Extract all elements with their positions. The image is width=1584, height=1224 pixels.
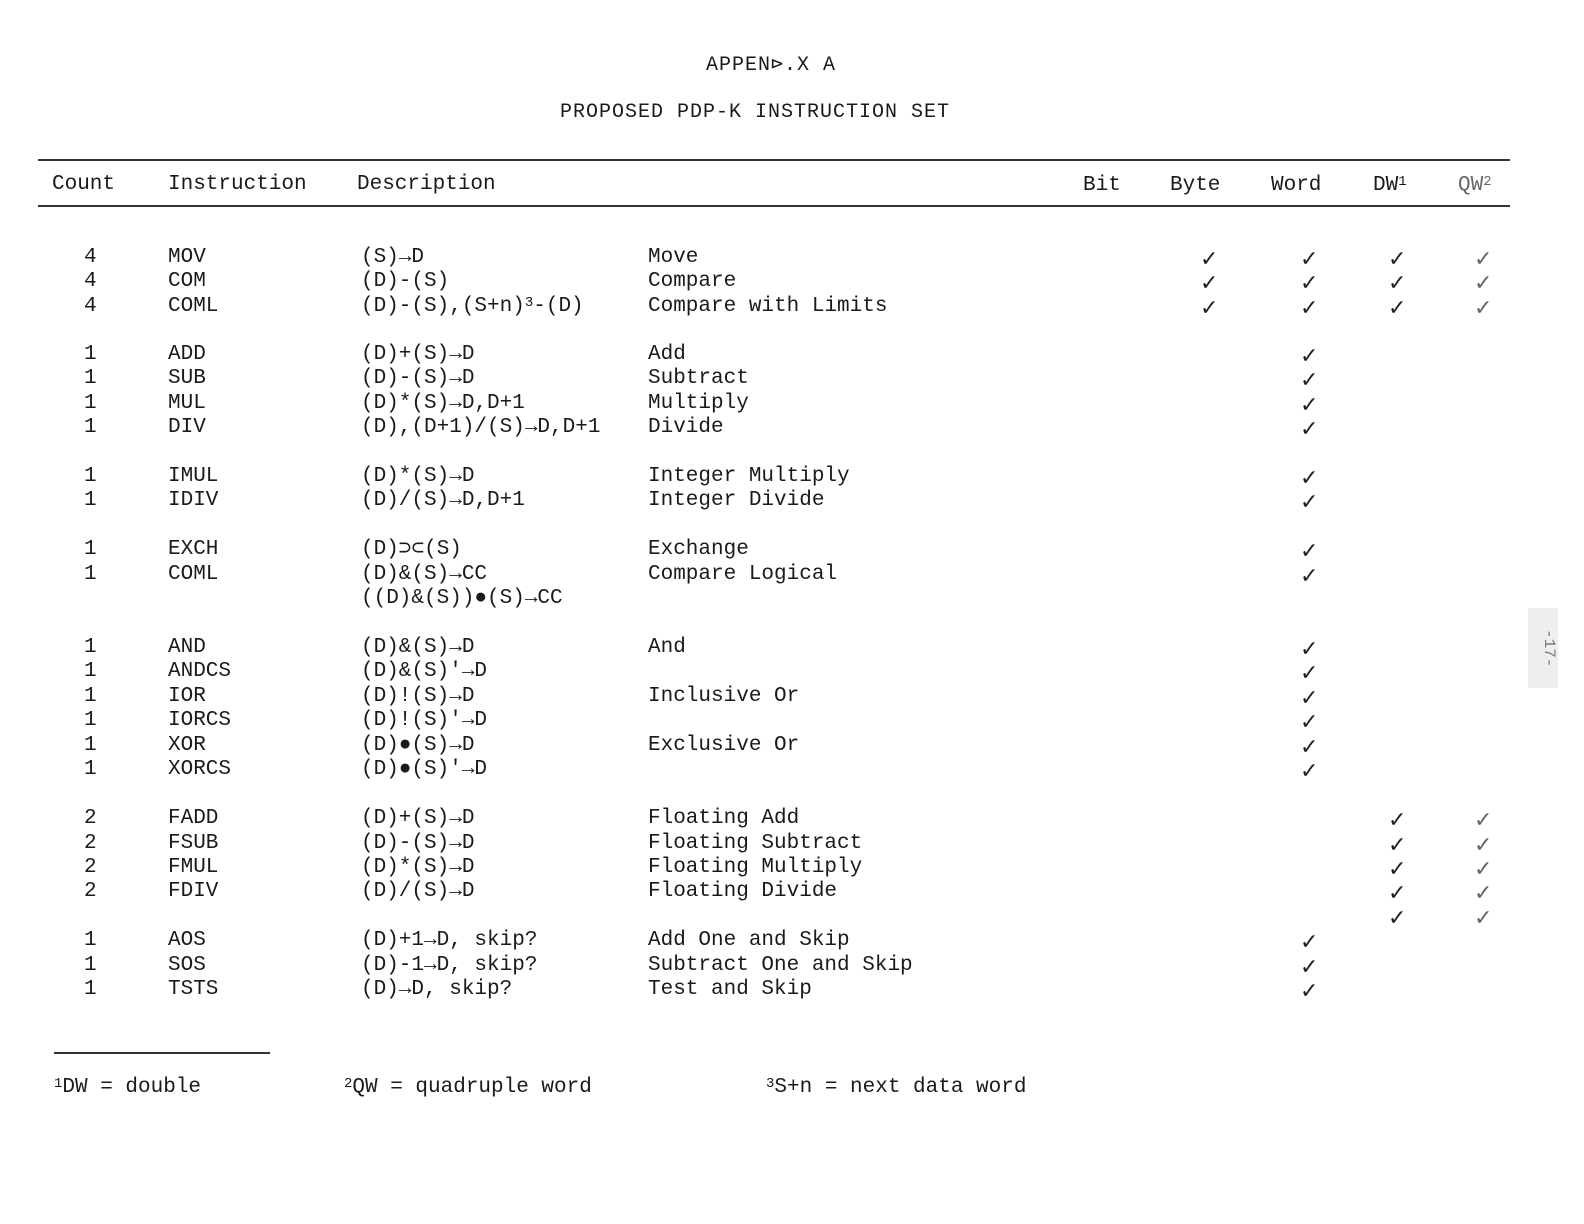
check-mark-word: ✓	[1300, 710, 1319, 735]
row-expression: (D)-1→D, skip?	[361, 954, 538, 977]
check-mark-word: ✓	[1300, 759, 1319, 784]
row-count: 1	[84, 954, 97, 977]
check-mark-qw: ✓	[1474, 833, 1493, 858]
check-mark-dw: ✓	[1388, 271, 1407, 296]
check-mark-dw: ✓	[1388, 296, 1407, 321]
row-description: Subtract	[648, 367, 749, 390]
row-count: 1	[84, 392, 97, 415]
check-mark-word: ✓	[1300, 271, 1319, 296]
check-mark-word: ✓	[1300, 466, 1319, 491]
row-instruction: ANDCS	[168, 660, 232, 683]
row-count: 2	[84, 807, 97, 830]
row-count: 1	[84, 489, 97, 512]
check-mark-word: ✓	[1300, 661, 1319, 686]
row-instruction: TSTS	[168, 978, 219, 1001]
row-instruction: SUB	[168, 367, 206, 390]
col-word: Word	[1271, 174, 1322, 197]
row-instruction: ADD	[168, 343, 206, 366]
row-expression: (D)+(S)→D	[361, 807, 475, 830]
check-mark-word: ✓	[1300, 564, 1319, 589]
check-mark-word: ✓	[1300, 344, 1319, 369]
check-mark-word: ✓	[1300, 735, 1319, 760]
row-expression: (D)&(S)'→D	[361, 660, 488, 683]
row-count: 1	[84, 367, 97, 390]
row-description: Divide	[648, 416, 724, 439]
appendix-heading: APPEN⊳.X A	[706, 54, 837, 77]
check-mark-word: ✓	[1300, 490, 1319, 515]
check-mark-word: ✓	[1300, 979, 1319, 1004]
row-description: Floating Subtract	[648, 832, 863, 855]
row-expression: (D)&(S)→CC	[361, 563, 488, 586]
footnote-2: $^2$QW = quadruple word	[344, 1076, 592, 1099]
check-mark-dw: ✓	[1388, 881, 1407, 906]
row-expression: (D)-(S)	[361, 270, 450, 293]
row-description: Subtract One and Skip	[648, 954, 913, 977]
check-mark-qw: ✓	[1474, 271, 1493, 296]
row-count: 1	[84, 734, 97, 757]
row-instruction: SOS	[168, 954, 206, 977]
row-description: Integer Multiply	[648, 465, 850, 488]
row-count: 1	[84, 538, 97, 561]
check-mark-word: ✓	[1300, 686, 1319, 711]
col-description: Description	[357, 173, 496, 196]
check-mark-word: ✓	[1300, 417, 1319, 442]
row-count: 1	[84, 758, 97, 781]
row-expression: (D),(D+1)/(S)→D,D+1	[361, 416, 601, 439]
row-description: Compare with Limits	[648, 295, 888, 318]
row-instruction: COML	[168, 563, 219, 586]
row-expression: (D)→D, skip?	[361, 978, 513, 1001]
row-description: Inclusive Or	[648, 685, 800, 708]
check-mark-qw: ✓	[1474, 857, 1493, 882]
row-expression: (D)*(S)→D,D+1	[361, 392, 525, 415]
row-instruction: DIV	[168, 416, 206, 439]
col-bit: Bit	[1083, 174, 1121, 197]
document-title: PROPOSED PDP-K INSTRUCTION SET	[560, 101, 951, 124]
row-instruction: COML	[168, 295, 219, 318]
check-mark-qw: ✓	[1474, 296, 1493, 321]
row-description: Add One and Skip	[648, 929, 850, 952]
row-instruction: EXCH	[168, 538, 219, 561]
row-count: 4	[84, 270, 97, 293]
row-count: 1	[84, 978, 97, 1001]
row-count: 4	[84, 246, 97, 269]
check-mark-dw: ✓	[1388, 906, 1407, 931]
check-mark-dw: ✓	[1388, 808, 1407, 833]
row-count: 2	[84, 832, 97, 855]
row-instruction: IOR	[168, 685, 206, 708]
row-expression: ((D)&(S))●(S)→CC	[361, 587, 563, 610]
row-count: 1	[84, 685, 97, 708]
row-instruction: IMUL	[168, 465, 219, 488]
row-expression: (D)+(S)→D	[361, 343, 475, 366]
row-instruction: IORCS	[168, 709, 232, 732]
row-count: 4	[84, 295, 97, 318]
row-instruction: MOV	[168, 246, 206, 269]
row-instruction: MUL	[168, 392, 206, 415]
row-instruction: FSUB	[168, 832, 219, 855]
row-instruction: AOS	[168, 929, 206, 952]
col-instruction: Instruction	[168, 173, 307, 196]
row-expression: (D)/(S)→D	[361, 880, 475, 903]
col-dw: $DW^1$	[1373, 174, 1407, 197]
row-instruction: IDIV	[168, 489, 219, 512]
row-expression: (D)●(S)→D	[361, 734, 475, 757]
check-mark-byte: ✓	[1200, 271, 1219, 296]
row-description: Test and Skip	[648, 978, 812, 1001]
row-description: Floating Divide	[648, 880, 838, 903]
check-mark-dw: ✓	[1388, 247, 1407, 272]
row-expression: (D)●(S)'→D	[361, 758, 488, 781]
row-description: Floating Multiply	[648, 856, 863, 879]
check-mark-qw: ✓	[1474, 247, 1493, 272]
row-expression: (D)*(S)→D	[361, 465, 475, 488]
row-description: Multiply	[648, 392, 749, 415]
check-mark-byte: ✓	[1200, 247, 1219, 272]
row-description: Compare Logical	[648, 563, 838, 586]
check-mark-word: ✓	[1300, 955, 1319, 980]
header-bottom-rule	[38, 205, 1510, 207]
check-mark-qw: ✓	[1474, 881, 1493, 906]
check-mark-word: ✓	[1300, 637, 1319, 662]
row-description: Exclusive Or	[648, 734, 800, 757]
row-count: 1	[84, 343, 97, 366]
row-description: Integer Divide	[648, 489, 825, 512]
row-instruction: COM	[168, 270, 206, 293]
row-instruction: FMUL	[168, 856, 219, 879]
row-expression: (D)-(S)→D	[361, 367, 475, 390]
check-mark-word: ✓	[1300, 393, 1319, 418]
check-mark-word: ✓	[1300, 368, 1319, 393]
row-instruction: FDIV	[168, 880, 219, 903]
row-expression: (D)/(S)→D,D+1	[361, 489, 525, 512]
check-mark-word: ✓	[1300, 930, 1319, 955]
footnote-1: $^1$DW = double	[54, 1076, 202, 1099]
col-qw: $QW^2$	[1458, 174, 1492, 197]
row-description: Exchange	[648, 538, 749, 561]
footnote-rule	[54, 1052, 270, 1054]
check-mark-dw: ✓	[1388, 833, 1407, 858]
row-description: Floating Add	[648, 807, 800, 830]
check-mark-word: ✓	[1300, 539, 1319, 564]
check-mark-qw: ✓	[1474, 906, 1493, 931]
row-expression: $(D)-(S),(S+n)^3-(D)$	[361, 295, 584, 318]
check-mark-word: ✓	[1300, 296, 1319, 321]
row-expression: (D)&(S)→D	[361, 636, 475, 659]
check-mark-byte: ✓	[1200, 296, 1219, 321]
row-count: 1	[84, 929, 97, 952]
row-description: Add	[648, 343, 686, 366]
col-count: Count	[52, 173, 116, 196]
footnote-3: $^3$S+n = next data word	[766, 1076, 1027, 1099]
row-count: 1	[84, 465, 97, 488]
row-count: 2	[84, 856, 97, 879]
row-count: 1	[84, 660, 97, 683]
page-number: -17-	[1528, 608, 1558, 688]
row-instruction: AND	[168, 636, 206, 659]
row-expression: (D)!(S)→D	[361, 685, 475, 708]
row-expression: (D)-(S)→D	[361, 832, 475, 855]
row-description: And	[648, 636, 686, 659]
row-count: 1	[84, 416, 97, 439]
row-description: Move	[648, 246, 699, 269]
row-count: 1	[84, 709, 97, 732]
check-mark-word: ✓	[1300, 247, 1319, 272]
check-mark-dw: ✓	[1388, 857, 1407, 882]
row-instruction: XOR	[168, 734, 206, 757]
row-expression: (D)!(S)'→D	[361, 709, 488, 732]
row-expression: (D)⊃⊂(S)	[361, 538, 462, 561]
row-expression: (D)+1→D, skip?	[361, 929, 538, 952]
row-expression: (D)*(S)→D	[361, 856, 475, 879]
check-mark-qw: ✓	[1474, 808, 1493, 833]
col-byte: Byte	[1170, 174, 1221, 197]
row-count: 2	[84, 880, 97, 903]
row-count: 1	[84, 636, 97, 659]
row-count: 1	[84, 563, 97, 586]
row-expression: (S)→D	[361, 246, 425, 269]
row-description: Compare	[648, 270, 737, 293]
row-instruction: FADD	[168, 807, 219, 830]
header-top-rule	[38, 159, 1510, 161]
row-instruction: XORCS	[168, 758, 232, 781]
